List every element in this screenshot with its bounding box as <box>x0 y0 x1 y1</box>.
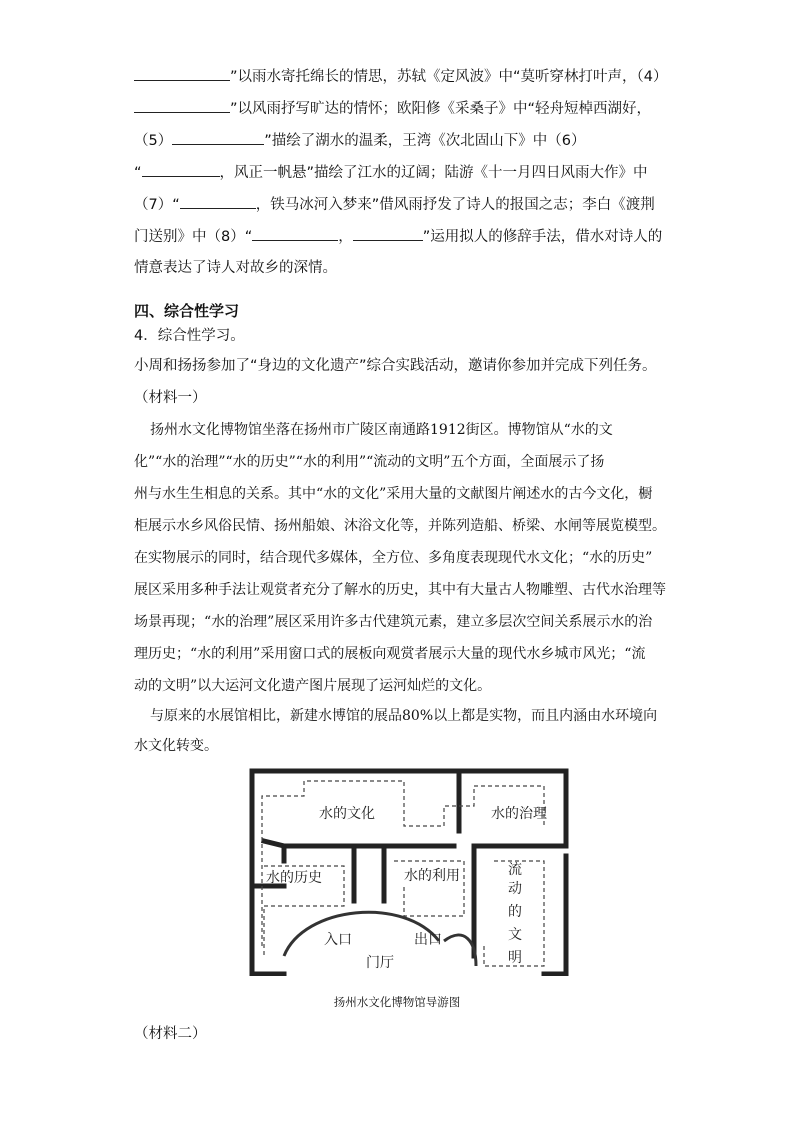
material-1-label: （材料一） <box>134 390 207 406</box>
room-civ-2: 动 <box>508 881 522 897</box>
room-governance: 水的治理 <box>491 806 547 822</box>
material-1-line: 州与水生生相息的关系。其中“水的文化”采用大量的文献图片阐述水的古今文化，橱 <box>134 486 653 502</box>
room-civ-5: 明 <box>508 950 522 966</box>
room-culture: 水的文化 <box>319 806 375 822</box>
question-intro: 小周和扬扬参加了“身边的文化遗产”综合实践活动，邀请你参加并完成下列任务。 <box>134 358 657 374</box>
material-1-line: 在实物展示的同时，结合现代多媒体，全方位、多角度表现现代水文化；“水的历史” <box>134 550 653 566</box>
material-1-line: 柜展示水乡风俗民情、扬州船娘、沐浴文化等，并陈列造船、桥梁、水闸等展览模型。 <box>134 518 666 534</box>
material-1-line: 动的文明”以大运河文化遗产图片展现了运河灿烂的文化。 <box>134 678 492 694</box>
material-1-line: 与原来的水展馆相比，新建水博馆的展品80%以上都是实物，而且内涵由水环境向 <box>150 708 658 724</box>
room-civ-1: 流 <box>508 862 522 878</box>
material-1-line: 理历史；“水的利用”采用窗口式的展板向观赏者展示大量的现代水乡城市风光；“流 <box>134 646 646 662</box>
poem-line-4: “ ，风正一帆悬”描绘了江水的辽阔；陆游《十一月四日风雨大作》中 <box>134 162 648 183</box>
map-caption: 扬州水文化博物馆导游图 <box>333 995 461 1009</box>
answer-blank-7[interactable] <box>180 194 256 209</box>
material-1-line: 场景再现；“水的治理”展区采用许多古代建筑元素，建立多层次空间关系展示水的治 <box>134 614 653 630</box>
entrance-label: 入口 <box>324 932 352 948</box>
answer-blank-6[interactable] <box>142 162 220 177</box>
answer-blank-8b[interactable] <box>353 226 423 241</box>
exit-label: 出口 <box>414 932 442 948</box>
room-history: 水的历史 <box>266 870 322 886</box>
museum-map <box>244 766 574 976</box>
material-1-line: 水文化转变。 <box>134 738 218 754</box>
material-2-label: （材料二） <box>134 1026 207 1042</box>
room-civ-4: 文 <box>508 927 522 943</box>
poem-line-5: （7）“ ，铁马冰河入梦来”借风雨抒发了诗人的报国之志；李白《渡荆 <box>134 194 655 215</box>
answer-blank-8a[interactable] <box>252 226 338 241</box>
room-usage: 水的利用 <box>404 868 460 884</box>
material-1-line: 展区采用多种手法让观赏者充分了解水的历史，其中有大量古人物雕塑、古代水治理等 <box>134 582 666 598</box>
hall-label: 门厅 <box>366 955 394 971</box>
map-labels <box>266 805 547 971</box>
material-1-line: 扬州水文化博物馆坐落在扬州市广陵区南通路1912街区。博物馆从“水的文 <box>150 422 613 438</box>
question-number: 4．综合性学习。 <box>134 328 245 344</box>
answer-blank-3[interactable] <box>134 66 230 81</box>
poem-line-6: 门送别》中（8）“ ， ”运用拟人的修辞手法，借水对诗人的 <box>134 226 662 247</box>
section-title: 四、综合性学习 <box>134 302 240 320</box>
answer-blank-4[interactable] <box>134 98 230 113</box>
room-civ-3: 的 <box>508 904 522 920</box>
poem-line-2: ”以风雨抒写旷达的情怀；欧阳修《采桑子》中“轻舟短棹西湖好， <box>134 98 651 119</box>
poem-line-7: 情意表达了诗人对故乡的深情。 <box>134 260 337 276</box>
poem-line-1: ”以雨水寄托绵长的情思，苏轼《定风波》中“莫听穿林打叶声，（4） <box>134 66 668 87</box>
material-1-line: 化”“水的治理”“水的历史”“水的利用”“流动的文明”五个方面，全面展示了扬 <box>134 454 605 470</box>
answer-blank-5[interactable] <box>172 130 264 145</box>
poem-line-3: （5） ”描绘了湖水的温柔，王湾《次北固山下》中（6） <box>134 130 585 151</box>
